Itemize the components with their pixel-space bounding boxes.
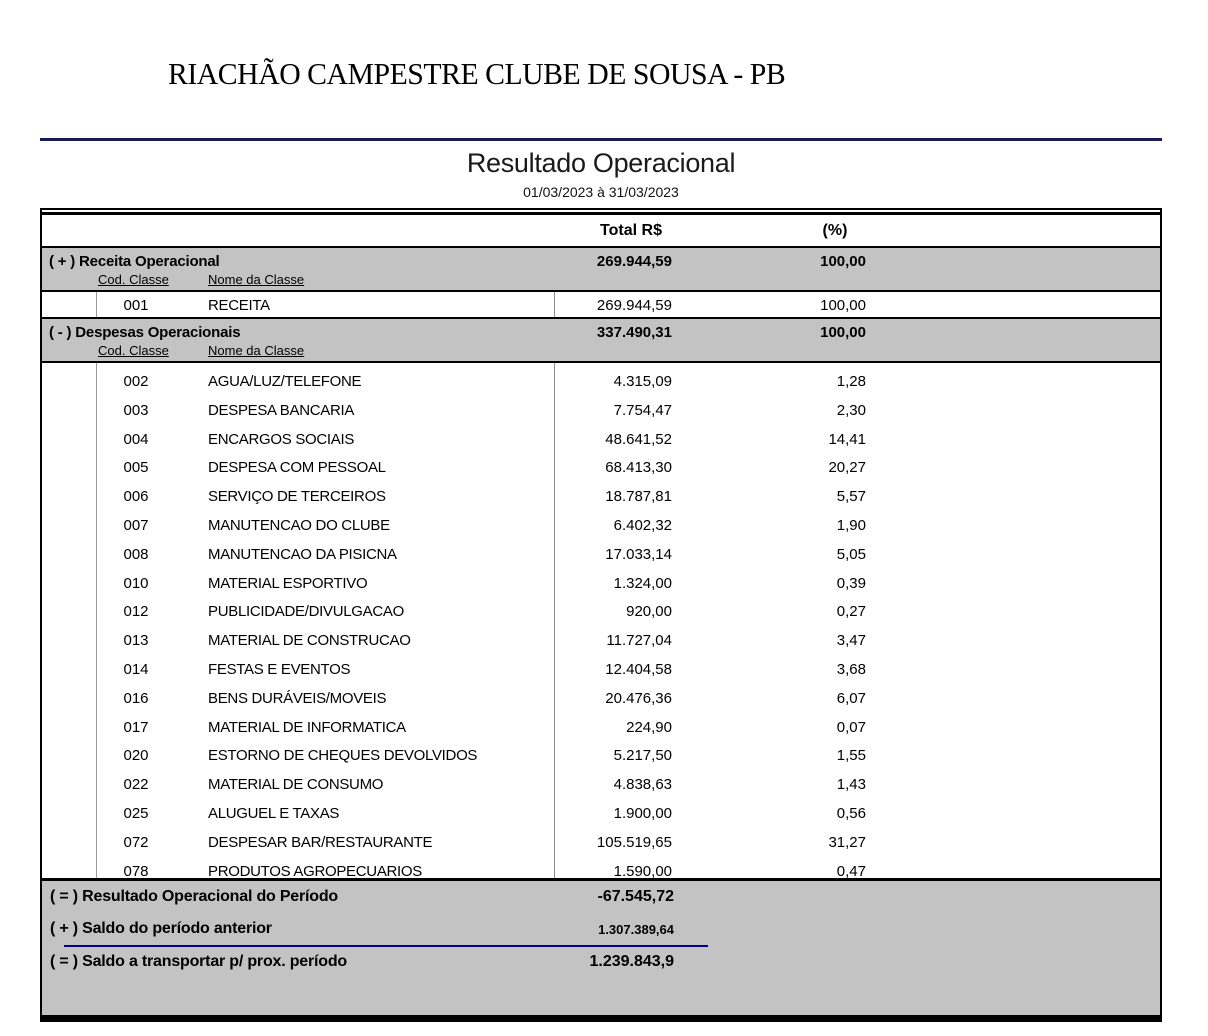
expense-row-total: 18.787,81	[605, 488, 672, 506]
expense-row	[42, 425, 1160, 454]
expense-row-total: 7.754,47	[613, 401, 672, 419]
expense-row	[42, 482, 1160, 511]
expense-row-name: AGUA/LUZ/TELEFONE	[208, 373, 362, 390]
expense-row-code: 007	[123, 516, 149, 534]
results-table	[40, 208, 1162, 1022]
expense-row-code: 002	[123, 373, 149, 390]
table-top-double-rule	[42, 208, 1160, 215]
expense-row-percent: 1,90	[836, 516, 866, 534]
expense-row-percent: 20,27	[828, 459, 866, 477]
expense-row-name: DESPESA BANCARIA	[208, 401, 355, 419]
expense-row-total: 1.324,00	[613, 574, 672, 592]
expense-row-percent: 14,41	[828, 430, 866, 448]
expense-row-total: 6.402,32	[613, 516, 672, 534]
expense-row-percent: 0,56	[836, 804, 866, 822]
expense-row-total: 11.727,04	[606, 632, 672, 650]
expense-section-total: 337.490,31	[596, 324, 672, 341]
revenue-row-code: 001	[123, 297, 149, 314]
expense-row	[42, 367, 1160, 396]
revenue-section-total: 269.944,59	[596, 253, 672, 270]
expense-row-code: 003	[123, 401, 149, 419]
header-rule	[40, 138, 1162, 141]
expense-row-name: MANUTENCAO DA PISICNA	[208, 545, 397, 563]
expense-row-code: 005	[123, 459, 149, 477]
expense-row-total: 1.590,00	[613, 862, 672, 880]
expense-row-code: 022	[123, 776, 149, 794]
revenue-row-name: RECEITA	[208, 297, 270, 314]
expense-row-percent: 0,27	[836, 603, 866, 621]
expense-row-code: 016	[123, 689, 149, 707]
expense-row-total: 48.641,52	[605, 430, 672, 448]
expense-row-code: 013	[123, 632, 149, 650]
expense-row	[42, 511, 1160, 540]
revenue-section-label: ( + ) Receita Operacional	[49, 253, 220, 270]
expense-row-percent: 3,68	[836, 660, 866, 678]
name-class-subheader: Nome da Classe	[208, 343, 305, 358]
expense-row	[42, 684, 1160, 713]
expense-row-percent: 6,07	[836, 689, 866, 707]
expense-row	[42, 770, 1160, 799]
expense-row-name: MATERIAL DE CONSUMO	[208, 776, 384, 794]
company-title: RIACHÃO CAMPESTRE CLUBE DE SOUSA - PB	[168, 56, 786, 91]
expense-row-percent: 1,43	[836, 776, 866, 794]
expense-row-total: 920,00	[626, 603, 672, 621]
expense-row	[42, 741, 1160, 770]
expense-row-code: 006	[123, 488, 149, 506]
expense-row-percent: 1,28	[836, 373, 866, 390]
expense-row	[42, 626, 1160, 655]
expense-row-percent: 2,30	[836, 401, 866, 419]
expense-row-code: 017	[123, 718, 149, 736]
expense-row-percent: 0,39	[836, 574, 866, 592]
expense-row-percent: 5,57	[836, 488, 866, 506]
expense-row-code: 078	[123, 862, 149, 880]
summary-row-result	[50, 888, 1160, 910]
expense-row	[42, 540, 1160, 569]
expense-section-band	[42, 319, 1160, 363]
expense-row	[42, 396, 1160, 425]
summary-value: 1.239.843,9	[589, 953, 674, 970]
column-divider-line	[96, 292, 97, 317]
expense-row-code: 072	[123, 833, 149, 851]
expense-row-name: MATERIAL DE CONSTRUCAO	[208, 632, 411, 650]
expense-row-name: MATERIAL ESPORTIVO	[208, 574, 368, 592]
expense-row-total: 1.900,00	[613, 804, 672, 822]
expense-row-total: 20.476,36	[605, 689, 672, 707]
percent-column-header: (%)	[822, 222, 848, 239]
revenue-row	[42, 292, 1160, 319]
summary-label: ( + ) Saldo do período anterior	[50, 920, 272, 937]
expense-row-name: DESPESAR BAR/RESTAURANTE	[208, 833, 433, 851]
expense-row-name: DESPESA COM PESSOAL	[208, 459, 386, 477]
expense-row-code: 010	[123, 574, 149, 592]
code-class-subheader: Cod. Classe	[98, 272, 169, 287]
expense-row	[42, 655, 1160, 684]
expense-row-total: 12.404,58	[605, 660, 672, 678]
expense-row-percent: 3,47	[836, 632, 866, 650]
expense-row-code: 008	[123, 545, 149, 563]
report-period: 01/03/2023 à 31/03/2023	[523, 184, 679, 200]
expense-section-label: ( - ) Despesas Operacionais	[49, 324, 241, 341]
expense-detail-area	[42, 363, 1160, 881]
summary-section	[42, 881, 1160, 1015]
expense-row-name: BENS DURÁVEIS/MOVEIS	[208, 689, 387, 707]
summary-label: ( = ) Saldo a transportar p/ prox. período	[50, 953, 347, 970]
expense-row-name: ENCARGOS SOCIAIS	[208, 430, 355, 448]
report-title: Resultado Operacional	[466, 148, 736, 178]
summary-row-carry-forward	[50, 953, 1160, 975]
expense-row-code: 020	[123, 747, 149, 765]
expense-row-total: 224,90	[626, 718, 672, 736]
code-class-subheader: Cod. Classe	[98, 343, 169, 358]
summary-label: ( = ) Resultado Operacional do Período	[50, 888, 339, 905]
total-column-header: Total R$	[600, 222, 662, 239]
revenue-section-percent: 100,00	[820, 253, 866, 270]
expense-row-percent: 1,55	[836, 747, 866, 765]
expense-row-name: FESTAS E EVENTOS	[208, 660, 351, 678]
expense-row-percent: 0,47	[836, 862, 866, 880]
expense-row-percent: 0,07	[836, 718, 866, 736]
expense-row	[42, 828, 1160, 857]
summary-value: -67.545,72	[597, 888, 674, 905]
expense-row-total: 68.413,30	[605, 459, 672, 477]
expense-row	[42, 713, 1160, 742]
revenue-section-band	[42, 248, 1160, 292]
expense-row-total: 17.033,14	[605, 545, 672, 563]
expense-row-name: ESTORNO DE CHEQUES DEVOLVIDOS	[208, 747, 478, 765]
expense-row-total: 105.519,65	[596, 833, 672, 851]
expense-row-percent: 31,27	[828, 833, 866, 851]
expense-row	[42, 597, 1160, 626]
revenue-row-total: 269.944,59	[596, 297, 672, 314]
expense-row-name: PUBLICIDADE/DIVULGACAO	[208, 603, 404, 621]
expense-section-percent: 100,00	[820, 324, 866, 341]
expense-row-name: MATERIAL DE INFORMATICA	[208, 718, 406, 736]
expense-row	[42, 569, 1160, 598]
summary-divider-line	[64, 945, 708, 947]
revenue-row-percent: 100,00	[820, 297, 866, 314]
expense-row-total: 4.838,63	[613, 776, 672, 794]
expense-row-name: PRODUTOS AGROPECUARIOS	[208, 862, 422, 880]
expense-row-code: 014	[123, 660, 149, 678]
expense-row	[42, 799, 1160, 828]
expense-row-percent: 5,05	[836, 545, 866, 563]
expense-row-total: 4.315,09	[613, 373, 672, 390]
table-header-row	[42, 215, 1160, 248]
summary-value: 1.307.389,64	[598, 922, 674, 937]
expense-row-name: ALUGUEL E TAXAS	[208, 804, 340, 822]
name-class-subheader: Nome da Classe	[208, 272, 305, 287]
expense-row-name: MANUTENCAO DO CLUBE	[208, 516, 390, 534]
expense-row-code: 012	[123, 603, 149, 621]
expense-row	[42, 453, 1160, 482]
expense-row-code: 025	[123, 804, 149, 822]
expense-row-name: SERVIÇO DE TERCEIROS	[208, 488, 386, 506]
expense-rows	[42, 367, 1160, 885]
expense-row-total: 5.217,50	[613, 747, 672, 765]
summary-row-previous-balance	[50, 920, 1160, 942]
expense-row-code: 004	[123, 430, 149, 448]
